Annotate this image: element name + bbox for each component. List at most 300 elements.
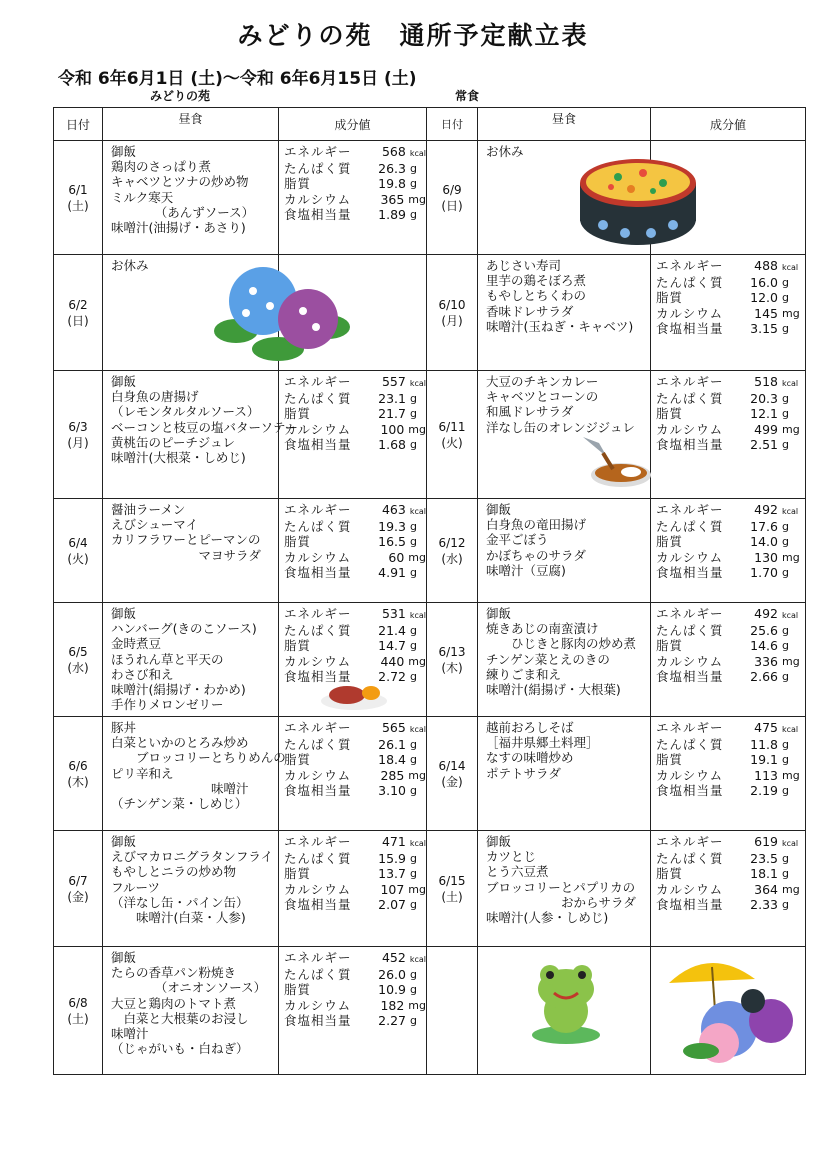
nutrition-label: 食塩相当量 [284,1012,352,1028]
nutrition-unit: mg [408,998,426,1012]
menu-row [54,831,806,947]
nutrition-value: 2.72 [378,668,406,684]
dish-item: 醤油ラーメン [111,502,186,517]
nutrition-value: 565 [381,720,406,735]
nutrition-row [284,406,426,421]
nutrition-label: たんぱく質 [284,623,352,639]
dish-item: キャベツとツナの炒め物 [111,174,249,190]
nutrition-label: 脂質 [656,638,684,654]
nutrition-value: 18.1 [750,866,778,882]
dish-item: カツとじ [486,849,537,865]
dish-item: 御飯 [111,374,137,389]
nutrition-row [656,720,805,737]
weekday-label: (水) [67,660,89,675]
nutrition-row [284,737,426,752]
nutrition-row [656,866,805,881]
nutrition-value: 10.9 [378,982,406,998]
nutrition-label: カルシウム [284,997,352,1013]
nutrition-unit: mg [408,192,426,206]
nutrition-row [656,258,805,275]
nutrition-label: たんぱく質 [656,623,724,639]
nutrition-unit: kcal [409,611,426,620]
nutrition-unit: mg [408,654,426,668]
nutrition-row [284,534,426,549]
nutrition-unit: kcal [782,725,799,734]
nutrition-label: エネルギー [656,502,724,517]
date-cell [54,371,103,499]
nutrition-label: 食塩相当量 [656,782,724,798]
dish-item: えびマカロニグラタンフライ [111,849,274,865]
dish-item: 豚丼 [111,720,137,735]
dish-item: たらの香草パン粉焼き [111,965,237,981]
date-label: 6/3 [68,419,88,434]
nutrition-unit: g [410,669,417,683]
nutrition-value: 15.9 [378,851,406,867]
nutrition-value: 531 [381,606,406,621]
nutrition-unit: g [782,321,789,335]
lunch-column-header: 昼食 [478,108,651,141]
nutrition-value: 19.8 [378,176,406,192]
nutrition-value: 492 [754,502,778,517]
nutrition-unit: kcal [409,725,426,734]
nutrition-unit: mg [782,422,800,436]
dish-item: 白身魚の竜田揚げ [486,517,587,533]
nutrition-value: 13.7 [378,866,406,882]
nutrition-label: 脂質 [656,534,684,550]
dish-item: 金平ごぼう [486,532,549,548]
dish-item: ハンバーグ(きのこソース) [111,621,257,637]
nutrition-cell [279,255,427,371]
dish-item: 香味ドレサラダ [486,303,574,319]
nutrition-row [656,321,805,336]
nutrition-unit: g [782,867,789,881]
nutrition-row [284,1013,426,1028]
nutrition-column-header: 成分値 [279,108,427,141]
nutrition-row [284,998,426,1013]
dish-list [478,141,651,255]
date-cell [54,603,103,717]
dish-item: チンゲン菜とえのきの [486,651,610,667]
nutrition-row [656,406,805,421]
nutrition-value: 619 [754,834,778,849]
nutrition-row [656,275,805,290]
nutrition-row [656,897,805,912]
dish-item: 味噌汁 [111,1026,149,1042]
nutrition-value: 2.27 [378,1012,406,1028]
nutrition-unit: mg [782,654,800,668]
nutrition-value: 1.70 [750,564,778,580]
nutrition-label: 脂質 [284,176,312,192]
nutrition-cell [651,603,806,717]
menu-row [54,717,806,831]
nutrition-label: たんぱく質 [284,161,352,177]
nutrition-unit: mg [408,882,426,896]
date-cell [54,717,103,831]
date-cell [427,717,478,831]
nutrition-row [656,606,805,623]
nutrition-value: 182 [380,997,405,1013]
nutrition-value: 2.51 [750,436,778,452]
nutrition-row [284,982,426,997]
nutrition-row [656,519,805,534]
dish-item: 大豆のチキンカレー [486,374,599,389]
nutrition-label: たんぱく質 [284,851,352,867]
nutrition-label: カルシウム [656,305,724,321]
nutrition-unit: g [410,177,417,191]
dish-item: 鶏肉のさっぱり煮 [111,159,212,175]
nutrition-row [284,967,426,982]
nutrition-unit: mg [782,882,800,896]
dish-item: （チンゲン菜・しめじ） [111,796,248,812]
nutrition-value: 12.0 [750,290,778,306]
nutrition-value: 18.4 [378,752,406,768]
nutrition-row [284,161,426,176]
dish-item: 黄桃缶のピーチジュレ [111,434,236,450]
nutrition-unit: g [410,639,417,653]
nutrition-unit: mg [408,768,426,782]
nutrition-row [284,851,426,866]
nutrition-cell [279,499,427,603]
nutrition-label: エネルギー [656,374,724,389]
weekday-label: (月) [441,313,463,328]
nutrition-value: 19.3 [378,519,406,535]
dish-item: 御飯 [111,606,137,621]
curry-illustration [573,417,653,491]
nutrition-value: 25.6 [750,623,778,639]
nutrition-value: 365 [380,191,405,207]
nutrition-row [656,752,805,767]
nutrition-label: 脂質 [656,290,684,306]
nutrition-unit: g [410,392,417,406]
nutrition-unit: mg [782,768,800,782]
nutrition-row [656,834,805,851]
nutrition-row [656,422,805,437]
nutrition-label: カルシウム [284,421,352,437]
nutrition-label: 食塩相当量 [284,782,352,798]
nutrition-label: 食塩相当量 [656,564,724,580]
nutrition-cell [279,141,427,255]
nutrition-value: 107 [380,881,405,897]
nutrition-row [284,422,426,437]
nutrition-unit: g [782,291,789,305]
nutrition-value: 364 [754,881,778,897]
dish-item: 御飯 [486,834,512,849]
dish-item: 御飯 [111,834,137,849]
nutrition-row [656,623,805,638]
dish-list [103,717,286,831]
dish-item: 焼きあじの南蛮漬け [486,621,599,637]
nutrition-unit: g [782,639,789,653]
nutrition-row [284,638,426,653]
nutrition-cell [279,947,427,1075]
nutrition-value: 518 [754,374,778,389]
dish-list [103,603,279,717]
nutrition-row [656,768,805,783]
nutrition-unit: g [782,520,789,534]
dish-list [478,499,651,603]
nutrition-label: カルシウム [656,549,724,565]
dish-list [103,255,279,371]
nutrition-row [656,391,805,406]
date-cell [427,141,478,255]
date-label: 6/10 [438,297,466,312]
menu-row [54,141,806,255]
nutrition-unit: g [782,753,789,767]
nutrition-row [656,654,805,669]
nutrition-row [284,550,426,565]
dish-item: カリフラワーとピーマンの [111,532,261,548]
date-cell [54,831,103,947]
nutrition-value: 23.5 [750,851,778,867]
nutrition-row [284,720,426,737]
dish-item: 白菜と大根葉のお浸し [111,1010,249,1026]
nutrition-row [656,534,805,549]
nutrition-row [656,550,805,565]
nutrition-row [284,834,426,851]
nutrition-value: 471 [381,834,406,849]
nutrition-cell [651,255,806,371]
nutrition-unit: g [782,783,789,797]
dish-item: ポテトサラダ [486,765,561,781]
weekday-label: (日) [441,198,463,213]
menu-row [54,947,806,1075]
date-label: 6/14 [438,758,466,773]
nutrition-value: 3.15 [750,320,778,336]
dish-list [478,831,651,947]
nutrition-value: 19.1 [750,752,778,768]
nutrition-value: 557 [381,374,406,389]
date-cell [427,831,478,947]
nutrition-unit: kcal [409,955,426,964]
dish-item: あじさい寿司 [486,258,562,273]
dish-item: （洋なし缶・パイン缶） [111,894,249,910]
nutrition-value: 1.89 [378,206,406,222]
nutrition-row [284,866,426,881]
nutrition-label: エネルギー [656,606,724,621]
dish-item: おからサラダ [486,894,636,910]
dish-item: 越前おろしそば [486,720,574,735]
dish-item: 味噌汁 [111,780,249,796]
nutrition-row [656,437,805,452]
nutrition-unit: kcal [409,839,426,848]
menu-table [53,107,806,1075]
nutrition-unit: g [782,669,789,683]
menu-row [54,499,806,603]
nutrition-row [284,519,426,534]
nutrition-label: 食塩相当量 [284,436,352,452]
lunch-column-header: 昼食 [103,108,279,141]
nutrition-unit: kcal [409,149,426,158]
nutrition-value: 2.33 [750,896,778,912]
nutrition-label: エネルギー [284,144,352,159]
nutrition-unit: kcal [782,379,799,388]
nutrition-value: 475 [754,720,778,735]
dish-list [103,947,279,1075]
date-cell [427,255,478,371]
dish-item: ほうれん草と平天の [111,651,224,667]
nutrition-label: カルシウム [656,421,724,437]
nutrition-cell [651,831,806,947]
nutrition-unit: g [410,867,417,881]
nutrition-label: たんぱく質 [656,851,724,867]
nutrition-value: 499 [754,421,778,437]
page-title: みどりの苑 通所予定献立表 [237,21,589,50]
nutrition-row [656,783,805,798]
nutrition-unit: g [782,535,789,549]
nutrition-value: 20.3 [750,391,778,407]
nutrition-value: 130 [754,549,778,565]
nutrition-row [284,207,426,222]
date-label: 6/12 [438,535,466,550]
nutrition-label: たんぱく質 [284,967,352,983]
nutrition-label: エネルギー [656,720,724,735]
nutrition-row [284,391,426,406]
nutrition-unit: kcal [409,507,426,516]
frog-illustration [530,959,602,1045]
date-label: 6/15 [438,873,466,888]
nutrition-label: 食塩相当量 [284,206,352,222]
nutrition-row [284,565,426,580]
dish-item: わさび和え [111,666,174,682]
nutrition-unit: g [782,897,789,911]
dish-item: キャベツとコーンの [486,389,599,405]
nutrition-value: 568 [381,144,406,159]
weekday-label: (火) [441,435,463,450]
dish-item: フルーツ [111,879,161,895]
nutrition-unit: g [410,624,417,638]
nutrition-label: エネルギー [284,606,352,621]
nutrition-unit: kcal [782,839,799,848]
nutrition-label: エネルギー [284,502,352,517]
nutrition-value: 336 [754,653,778,669]
nutrition-label: たんぱく質 [656,737,724,753]
dish-item: 御飯 [486,502,512,517]
nutrition-cell [651,947,806,1075]
nutrition-value: 452 [381,950,406,965]
nutrition-unit: g [410,162,417,176]
nutrition-label: 食塩相当量 [656,896,724,912]
nutrition-row [284,654,426,669]
nutrition-value: 113 [754,767,778,783]
nutrition-value: 2.07 [378,896,406,912]
nutrition-unit: mg [782,550,800,564]
nutrition-unit: kcal [409,379,426,388]
menu-row [54,255,806,371]
nutrition-column-header: 成分値 [651,108,806,141]
dish-item: 大豆と鶏肉のトマト煮 [111,995,237,1011]
nutrition-unit: mg [782,306,800,320]
nutrition-label: 脂質 [656,752,684,768]
dish-item: ブロッコリーとちりめんの [111,750,286,766]
menu-row [54,603,806,717]
nutrition-unit: g [410,968,417,982]
nutrition-label: たんぱく質 [284,519,352,535]
nutrition-value: 492 [754,606,778,621]
nutrition-value: 14.6 [750,638,778,654]
dish-item: 里芋の鶏そぼろ煮 [486,273,587,289]
weekday-label: (金) [441,774,463,789]
nutrition-label: 脂質 [656,866,684,882]
menu-period: 令和 6年6月1日 (土)〜令和 6年6月15日 (土) [58,69,417,89]
nutrition-value: 12.1 [750,406,778,422]
nutrition-row [656,851,805,866]
nutrition-value: 11.8 [750,737,778,753]
nutrition-unit: g [410,852,417,866]
nutrition-unit: g [782,276,789,290]
dish-item: 洋なし缶のオレンジジュレ [486,419,635,435]
dish-item: とう六豆煮 [486,864,549,880]
nutrition-label: 脂質 [284,752,312,768]
nutrition-label: 食塩相当量 [284,668,352,684]
nutrition-row [284,176,426,191]
date-cell [427,947,478,1075]
nutrition-label: たんぱく質 [656,391,724,407]
weekday-label: (日) [67,313,89,328]
nutrition-value: 21.7 [378,406,406,422]
date-cell [427,499,478,603]
date-cell [427,371,478,499]
dish-item: ［福井県郷土料理］ [486,735,599,751]
date-cell [54,141,103,255]
nutrition-unit: g [410,535,417,549]
nutrition-row [656,669,805,684]
dish-item: なすの味噌炒め [486,750,574,766]
nutrition-row [284,897,426,912]
dish-item: ピリ辛和え [111,765,174,781]
nutrition-value: 2.66 [750,668,778,684]
date-label: 6/9 [442,182,462,197]
nutrition-row [284,768,426,783]
dish-item: 御飯 [111,950,137,965]
dish-item: 御飯 [111,144,137,159]
weekday-label: (土) [67,198,89,213]
nutrition-label: たんぱく質 [284,737,352,753]
dish-item: 練りごま和え [486,666,562,682]
dish-item: かぼちゃのサラダ [486,547,586,563]
dish-item: 和風ドレサラダ [486,404,574,420]
nutrition-label: カルシウム [284,767,352,783]
date-cell [54,255,103,371]
nutrition-label: 脂質 [284,866,312,882]
nutrition-label: エネルギー [284,950,352,965]
nutrition-unit: g [410,207,417,221]
nutrition-row [656,502,805,519]
dish-list [103,499,279,603]
nutrition-row [656,306,805,321]
date-cell [54,499,103,603]
nutrition-unit: g [410,783,417,797]
dish-item: 味噌汁(絹揚げ・大根葉) [486,682,621,698]
dish-item: えびシューマイ [111,517,199,533]
dish-item: 御飯 [486,606,512,621]
weekday-label: (金) [67,889,89,904]
dish-item: 白菜といかのとろみ炒め [111,735,249,751]
nutrition-unit: g [410,1013,417,1027]
nutrition-unit: g [410,897,417,911]
nutrition-unit: g [782,852,789,866]
nutrition-label: カルシウム [656,881,724,897]
date-label: 6/11 [438,419,466,434]
table-header-row [54,108,806,141]
dish-item: 白身魚の唐揚げ [111,389,199,405]
nutrition-label: 食塩相当量 [284,564,352,580]
nutrition-label: たんぱく質 [656,275,724,291]
nutrition-unit: mg [408,422,426,436]
nutrition-row [284,752,426,767]
nutrition-label: 脂質 [284,406,312,422]
nutrition-value: 17.6 [750,519,778,535]
dish-item: 味噌汁(玉ねぎ・キャベツ) [486,318,634,334]
